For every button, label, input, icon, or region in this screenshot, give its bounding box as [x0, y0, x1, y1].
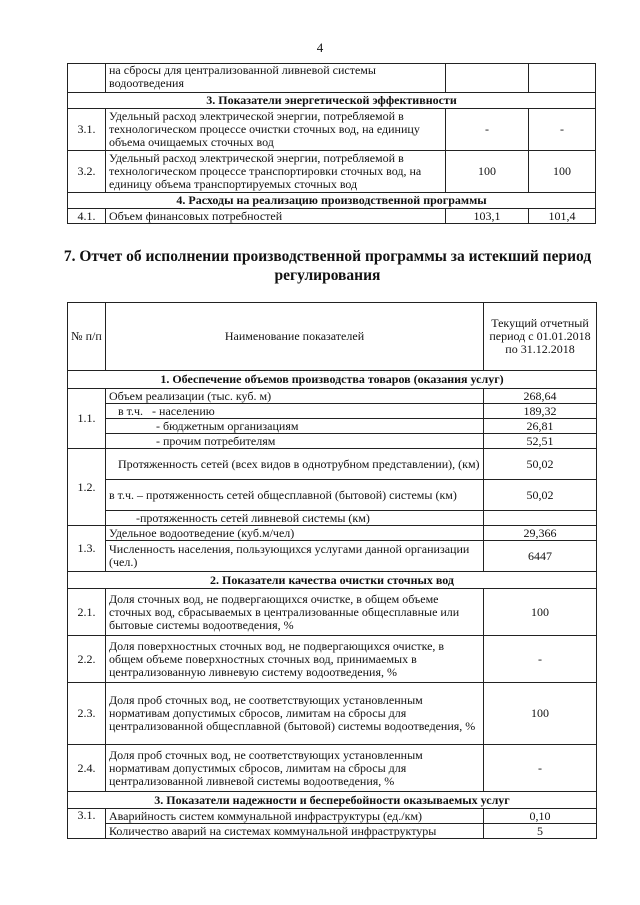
table-row	[68, 526, 597, 541]
page-number: 4	[316, 40, 324, 55]
row-value: 6447	[484, 541, 597, 572]
row-value: 52,51	[484, 434, 597, 449]
row-number: 2.3.	[68, 683, 106, 745]
row-value: -	[484, 636, 597, 683]
row-number: 1.1.	[68, 389, 106, 449]
table-header-row	[68, 303, 597, 371]
row-value: 29,366	[484, 526, 597, 541]
row-number: 3.1.	[68, 809, 106, 839]
row-name: - населению	[152, 403, 215, 418]
continuation-text: на сбросы для централизованной ливневой системы водоотведения	[106, 64, 446, 93]
row-name: Доля проб сточных вод, не соответствующих установленным нормативам допустимых сбросов, лимитам на сбросы для централизованной ливневой системы водоотведения, %	[106, 745, 484, 792]
table-row	[68, 541, 597, 572]
table-row	[68, 109, 596, 151]
row-name: Аварийность систем коммунальной инфраструктуры (ед./км)	[106, 809, 484, 824]
table-row	[68, 636, 597, 683]
table-row	[68, 589, 597, 636]
row-number: 2.1.	[68, 589, 106, 636]
row-name: Объем финансовых потребностей	[106, 209, 446, 224]
section-title: 4. Расходы на реализацию производственной программы	[68, 193, 596, 209]
row-value: 26,81	[484, 419, 597, 434]
table-row	[68, 419, 597, 434]
row-value: 0,10	[484, 809, 597, 824]
row-value: 100	[484, 589, 597, 636]
row-name: - прочим потребителям	[106, 434, 484, 449]
row-value: -	[529, 109, 596, 151]
row-value: 50,02	[484, 449, 597, 480]
row-name: Удельный расход электрической энергии, потребляемой в технологическом процессе очистки сточных вод, на единицу объема очищаемых сточных вод	[106, 109, 446, 151]
row-value: -	[484, 745, 597, 792]
row-name: Доля сточных вод, не подвергающихся очистке, в общем объеме сточных вод, сбрасываемых в централизованные общесплавные или бытовые системы водоотведения, %	[106, 589, 484, 636]
table-row	[68, 511, 597, 526]
row-number: 3.1.	[68, 109, 106, 151]
row-value: 100	[484, 683, 597, 745]
row-name: - бюджетным организациям	[106, 419, 484, 434]
table-row	[68, 449, 597, 480]
row-name: Количество аварий на системах коммунальной инфраструктуры	[106, 824, 484, 839]
row-value: -	[446, 109, 529, 151]
table-row	[68, 434, 597, 449]
row-name: в т.ч. – протяженность сетей общесплавной (бытовой) системы (км)	[106, 480, 484, 511]
row-number: 1.2.	[68, 449, 106, 526]
row-value: 5	[484, 824, 597, 839]
row-value	[484, 511, 597, 526]
row-number: 1.3.	[68, 526, 106, 572]
row-number: 3.2.	[68, 151, 106, 193]
table-row	[68, 809, 597, 824]
row-value: 101,4	[529, 209, 596, 224]
table-row	[68, 151, 596, 193]
section-title: 1. Обеспечение объемов производства товаров (оказания услуг)	[68, 371, 597, 389]
section-title: 3. Показатели энергетической эффективности	[68, 93, 596, 109]
row-name: Доля проб сточных вод, не соответствующих установленным нормативам допустимых сбросов, лимитам на сбросы для централизованной общесплавной (бытовой) системы водоотведения, %	[106, 683, 484, 745]
table-row	[68, 64, 596, 93]
row-number: 2.2.	[68, 636, 106, 683]
table-row	[68, 209, 596, 224]
row-value: 268,64	[484, 389, 597, 404]
table-row	[68, 683, 597, 745]
table-row	[68, 389, 597, 404]
row-name: Протяженность сетей (всех видов в однотрубном представлении), (км)	[106, 449, 484, 480]
header-number: № п/п	[68, 303, 106, 371]
section-heading: 7. Отчет об исполнении производственной программы за истекший период регулирования	[63, 248, 592, 284]
row-name: Доля поверхностных сточных вод, не подвергающихся очистке, в общем объеме поверхностных сточных вод, принимаемых в централизованную ливневую систему водоотведения, %	[106, 636, 484, 683]
header-period: Текущий отчетный период с 01.01.2018 по 31.12.2018	[484, 303, 597, 371]
table-row	[68, 824, 597, 839]
program-report-table	[67, 302, 597, 839]
row-number: 2.4.	[68, 745, 106, 792]
row-value: 100	[446, 151, 529, 193]
row-name: Удельный расход электрической энергии, потребляемой в технологическом процессе транспортировки сточных вод, на единицу объема транспортируемых сточных вод	[106, 151, 446, 193]
row-name: Объем реализации (тыс. куб. м)	[106, 389, 484, 404]
energy-efficiency-table	[67, 63, 596, 224]
table-row	[68, 404, 597, 419]
row-value: 189,32	[484, 404, 597, 419]
row-value: 103,1	[446, 209, 529, 224]
row-number: 4.1.	[68, 209, 106, 224]
section-title: 2. Показатели качества очистки сточных вод	[68, 572, 597, 589]
row-name: Удельное водоотведение (куб.м/чел)	[106, 526, 484, 541]
table-row	[68, 745, 597, 792]
row-value: 50,02	[484, 480, 597, 511]
row-name: Численность населения, пользующихся услугами данной организации (чел.)	[106, 541, 484, 572]
row-prefix: в т.ч.	[118, 403, 144, 418]
section-title: 3. Показатели надежности и бесперебойности оказываемых услуг	[68, 792, 597, 809]
row-value: 100	[529, 151, 596, 193]
row-name: -протяженность сетей ливневой системы (км)	[106, 511, 484, 526]
header-name: Наименование показателей	[106, 303, 484, 371]
table-row	[68, 480, 597, 511]
